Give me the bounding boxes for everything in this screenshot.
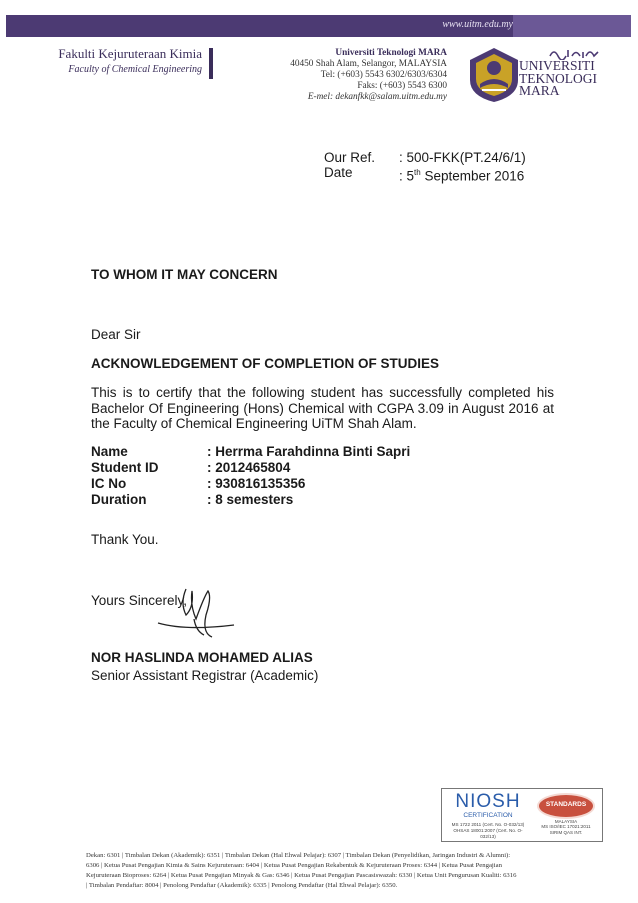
faculty-name-english: Faculty of Chemical Engineering [68, 64, 202, 75]
header-band-accent [513, 15, 631, 37]
footer-line: | Timbalan Pendaftar: 8004 | Penolong Pendaftar (Akademik): 6335 | Penolong Pendaftar (Hal Ehwal Pelajar): 6350. [86, 882, 398, 889]
address-line: E-mel: dekanfkk@salam.uitm.edu.my [307, 92, 447, 102]
footer-line: Kejuruteraan Bioproses: 6264 | Ketua Pusat Pengajian Minyak & Gas: 6346 | Ketua Pusat Pengajian Pascasiswazah: 6330 | Ketua Unit Pengurusan Kualiti: 6316 [86, 872, 517, 879]
footer-line: Dekan: 6301 | Timbalan Dekan (Akademik): 6351 | Timbalan Dekan (Hal Ehwal Pelajar): 6307 | Timbalan Dekan (Penyelidikan, Jaringan Industri & Alumni): [86, 852, 511, 859]
certification-badges [441, 788, 603, 842]
faculty-name-malay: Fakulti Kejuruteraan Kimia [58, 46, 202, 61]
student-details [91, 444, 410, 508]
detail-row [91, 492, 410, 508]
footer-extensions [86, 851, 598, 891]
detail-label: Student ID [91, 460, 159, 475]
detail-value: : 930816135356 [207, 476, 306, 491]
detail-row [91, 476, 410, 492]
faculty-address [255, 48, 447, 103]
faculty-name [14, 46, 202, 75]
signatory-name: NOR HASLINDA MOHAMED ALIAS [91, 650, 313, 665]
university-wordmark-line: TEKNOLOGI [519, 70, 597, 86]
university-wordmark [519, 60, 597, 98]
letter-body: This is to certify that the following student has successfully completed his Bachelor Of Engineering (Hons) Chemical with CGPA 3.09 in August 2016 at the Faculty of Chemical Engineering UiTM Shah Alam. [91, 385, 554, 431]
detail-value: : Herrma Farahdinna Binti Sapri [207, 444, 411, 459]
closing-line: Yours Sincerely, [91, 593, 188, 608]
detail-label: Duration [91, 492, 147, 507]
thanks-line: Thank You. [91, 532, 159, 547]
detail-row [91, 460, 410, 476]
header-divider [209, 48, 213, 79]
detail-value: : 8 semesters [207, 492, 294, 507]
detail-row [91, 444, 410, 460]
niosh-code: OHSAS 18001:2007 (Cert. No. O-032/13) [453, 828, 523, 839]
niosh-code: MS 1722 2011 (Cert. No. O-032/13) [451, 822, 525, 827]
university-wordmark-line: MARA [519, 83, 560, 98]
salutation: Dear Sir [91, 327, 141, 342]
address-line: Tel: (+603) 5543 6302/6303/6304 [320, 70, 447, 80]
standards-code: SIRIM QAS INT. [549, 830, 583, 835]
address-line: 40450 Shah Alam, Selangor, MALAYSIA [290, 59, 447, 69]
uitm-crest-logo [466, 46, 522, 104]
detail-label: Name [91, 444, 128, 459]
standards-country: MALAYSIA [554, 819, 578, 824]
standards-malaysia-logo [537, 793, 595, 819]
date-value: : 5th September 2016 [399, 168, 525, 184]
our-ref-label: Our Ref. [324, 150, 376, 165]
letter-subject: ACKNOWLEDGEMENT OF COMPLETION OF STUDIES [91, 356, 439, 371]
signatory-title: Senior Assistant Registrar (Academic) [91, 668, 319, 683]
niosh-logo: NIOSH [455, 791, 521, 812]
website-url: www.uitm.edu.my [442, 19, 513, 30]
our-ref-value: : 500-FKK(PT.24/6/1) [399, 150, 526, 165]
reference-block [324, 150, 526, 184]
address-line: Faks: (+603) 5543 6300 [357, 81, 447, 91]
niosh-subtitle: CERTIFICATION [463, 812, 513, 819]
standards-text: STANDARDS [545, 801, 587, 808]
detail-value: : 2012465804 [207, 460, 291, 475]
date-label: Date [324, 165, 353, 180]
addressee: TO WHOM IT MAY CONCERN [91, 267, 278, 282]
handwritten-signature [156, 585, 246, 645]
header-band [6, 15, 631, 37]
address-line: Universiti Teknologi MARA [335, 48, 447, 58]
university-wordmark-line: UNIVERSITI [519, 58, 595, 73]
standards-code: MS ISO/IEC 17021:2011 [541, 824, 591, 829]
footer-line: 6306 | Ketua Pusat Pengajian Kimia & Sains Kejuruteraan: 6404 | Ketua Pusat Pengajian Rekabentuk & Kejuruteraan Proses: 6344 | Ketua Pusat Pengajian [86, 862, 502, 869]
detail-label: IC No [91, 476, 127, 491]
